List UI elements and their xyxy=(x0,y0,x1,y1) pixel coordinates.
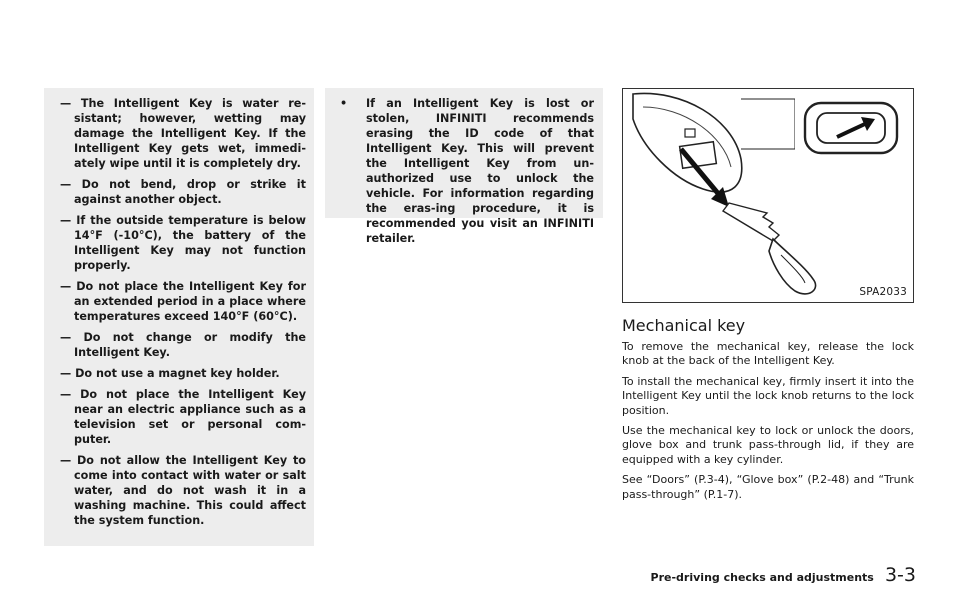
warning-item: — Do not change or modify the Intelligent Key. xyxy=(60,331,306,359)
warning-item: — If the outside temperature is below 14°F (-10°C), the battery of the Intelligent Key may not function properly. xyxy=(60,214,306,272)
key-illustration xyxy=(623,89,913,302)
warning-item: — Do not bend, drop or strike it against another object. xyxy=(60,178,306,206)
section-title: Mechanical key xyxy=(622,316,746,335)
inset-knob-inner xyxy=(817,113,885,143)
warning-item: — The Intelligent Key is water re-sistant; however, wetting may damage the Intelligent Key. If the Intelligent Key gets wet, immedi-ately wipe until it is completely dry. xyxy=(60,97,306,170)
paragraph: See “Doors” (P.3-4), “Glove box” (P.2-48) and “Trunk pass-through” (P.1-7). xyxy=(622,473,914,501)
chapter-title: Pre-driving checks and adjustments xyxy=(650,571,874,584)
lost-key-text: If an Intelligent Key is lost or stolen, INFINITI recommends erasing the ID code of that Intelligent Key. This will prevent the Intelligent Key from un-authorized use to unlock the vehicle. For information regarding the eras-ing procedure, it is recommended you visit an INFINITI retailer. xyxy=(366,97,594,245)
warning-item: — Do not use a magnet key holder. xyxy=(60,367,280,380)
page-number: 3-3 xyxy=(884,564,916,586)
mechanical-key-figure xyxy=(622,88,914,303)
inset-leader xyxy=(741,99,795,149)
section-body xyxy=(622,340,914,508)
fob-outline xyxy=(633,93,742,192)
bullet-marker: • xyxy=(340,97,348,110)
warning-item: — Do not place the Intelligent Key near an electric appliance such as a television set or personal com-puter. xyxy=(60,388,306,446)
key-blade xyxy=(723,203,779,241)
figure-label: SPA2033 xyxy=(859,286,907,298)
warning-list xyxy=(60,96,306,534)
paragraph: To install the mechanical key, firmly insert it into the Intelligent Key until the lock knob returns to the lock position. xyxy=(622,374,914,417)
paragraph: Use the mechanical key to lock or unlock the doors, glove box and trunk pass-through lid, if they are equipped with a key cylinder. xyxy=(622,424,914,466)
warning-item: — Do not place the Intelligent Key for an extended period in a place where temperatures exceed 140°F (60°C). xyxy=(60,280,306,323)
paragraph: To remove the mechanical key, release the lock knob at the back of the Intelligent Key. xyxy=(622,340,914,368)
lock-knob xyxy=(685,129,695,137)
warning-item: — Do not allow the Intelligent Key to come into contact with water or salt water, and do not wash it in a washing machine. This could affect the system function. xyxy=(60,454,306,527)
lost-key-note xyxy=(336,96,594,246)
page-footer xyxy=(620,564,916,586)
